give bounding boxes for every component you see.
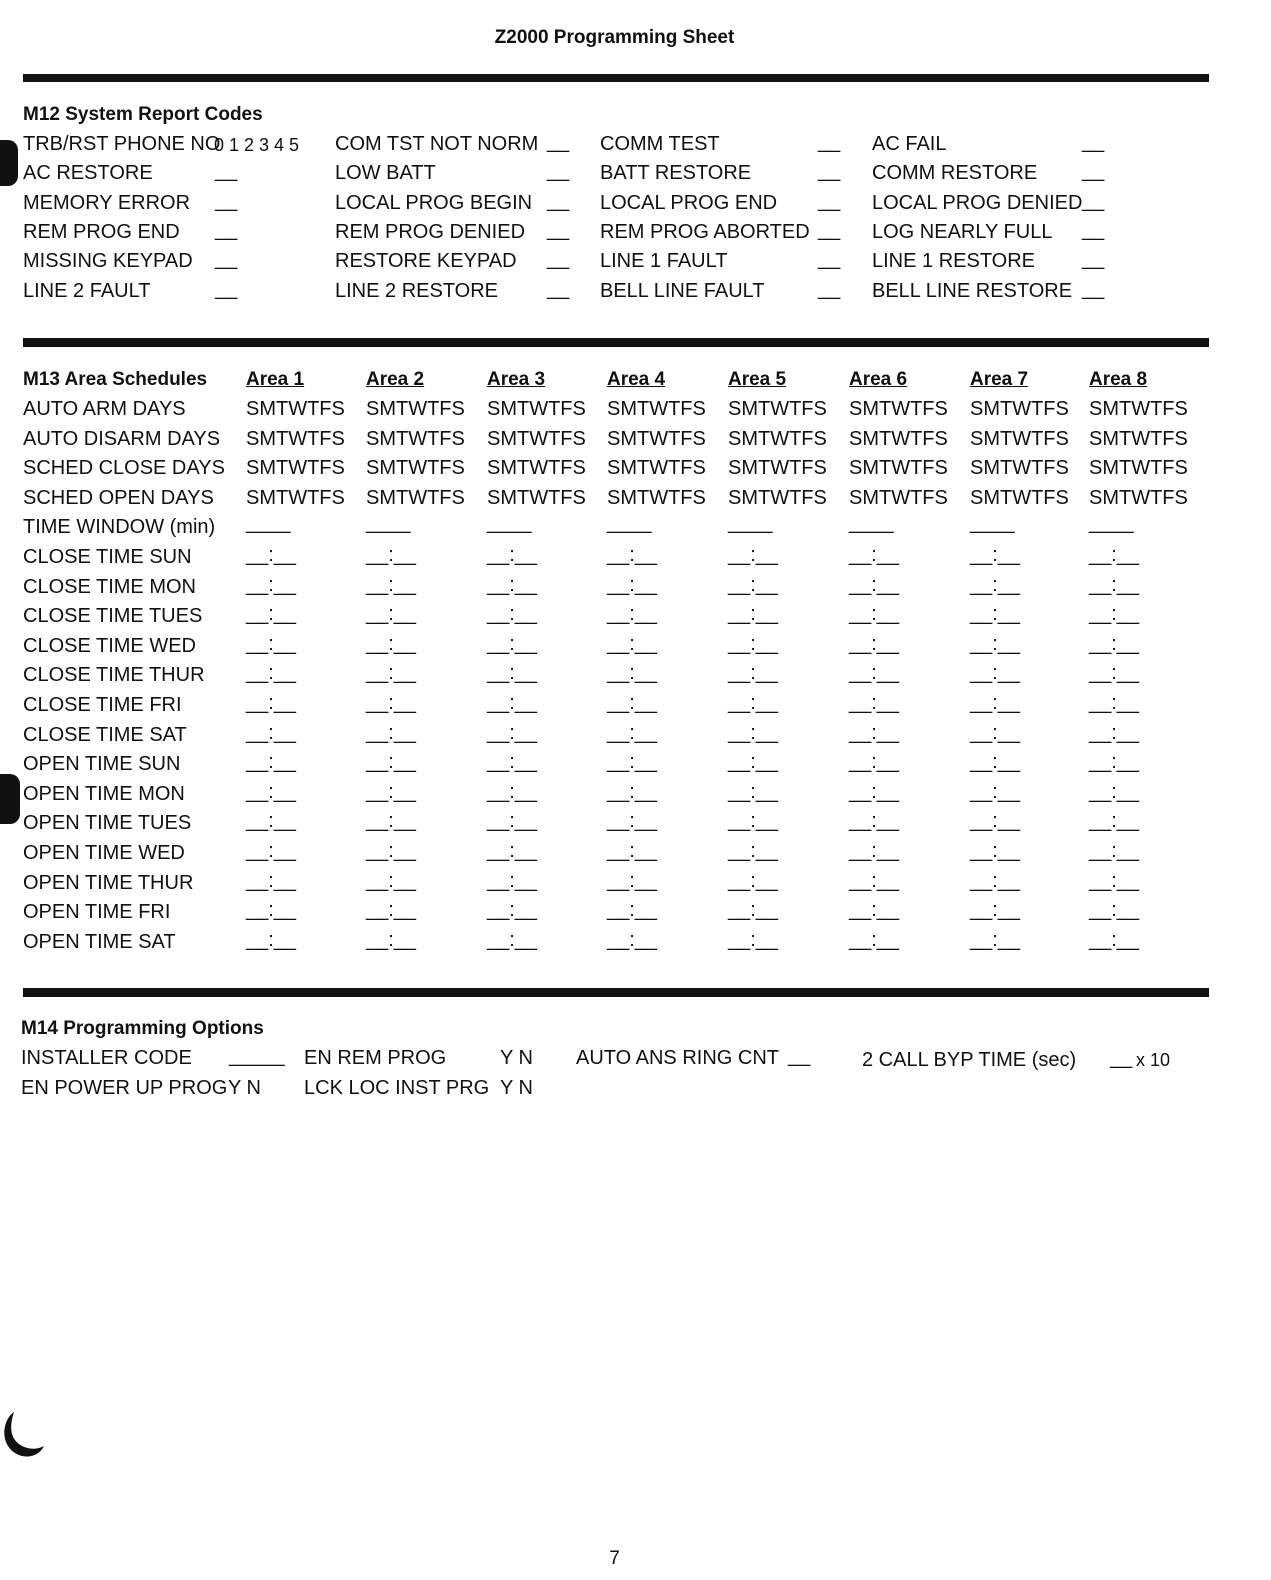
schedule-time-field[interactable]: __:__ (366, 544, 417, 566)
schedule-days-field[interactable]: SMTWTFS (366, 457, 465, 480)
schedule-days-field[interactable]: SMTWTFS (607, 457, 706, 480)
schedule-time-field[interactable]: __:__ (366, 869, 417, 892)
schedule-time-field[interactable]: __:__ (1089, 632, 1140, 655)
time-window-field[interactable]: ____ (246, 512, 291, 535)
schedule-time-field[interactable]: __:__ (487, 573, 538, 596)
schedule-time-field[interactable]: __:__ (1089, 692, 1140, 714)
schedule-time-label: CLOSE TIME FRI (23, 694, 182, 716)
schedule-time-field[interactable]: __:__ (246, 721, 297, 744)
schedule-time-field[interactable]: __:__ (1089, 928, 1140, 951)
schedule-time-field[interactable]: __:__ (1089, 662, 1140, 685)
report-code-field[interactable]: __ (547, 278, 570, 300)
report-code-field[interactable]: __ (1082, 278, 1105, 300)
schedule-row-label: AUTO ARM DAYS (23, 398, 186, 420)
schedule-time-label: OPEN TIME TUES (23, 812, 192, 835)
report-code-label: LOCAL PROG DENIED (872, 192, 1083, 214)
en-power-up-yn[interactable]: Y N (228, 1077, 261, 1099)
installer-code-label: INSTALLER CODE (21, 1047, 192, 1069)
page-title: Z2000 Programming Sheet (494, 27, 735, 48)
schedule-time-field[interactable]: __:__ (849, 928, 900, 951)
schedule-days-field[interactable]: SMTWTFS (849, 427, 948, 450)
schedule-time-field[interactable]: __:__ (607, 692, 658, 714)
schedule-time-label: OPEN TIME THUR (23, 871, 194, 894)
schedule-time-field[interactable]: __:__ (970, 928, 1021, 951)
schedule-row-label: AUTO DISARM DAYS (23, 427, 221, 450)
schedule-time-field[interactable]: __:__ (366, 899, 417, 922)
schedule-time-field[interactable]: __:__ (1089, 810, 1140, 833)
schedule-time-field[interactable]: __:__ (607, 869, 658, 892)
schedule-time-field[interactable]: __:__ (728, 928, 779, 951)
schedule-time-field[interactable]: __:__ (487, 810, 538, 833)
schedule-time-field[interactable]: __:__ (366, 692, 417, 714)
schedule-time-field[interactable]: __:__ (728, 721, 779, 744)
schedule-time-field[interactable]: __:__ (607, 928, 658, 951)
time-window-field[interactable]: ____ (366, 512, 411, 535)
schedule-time-field[interactable]: __:__ (246, 840, 297, 862)
report-code-label: BATT RESTORE (600, 162, 752, 184)
schedule-days-field[interactable]: SMTWTFS (487, 486, 586, 509)
schedule-days-field[interactable]: SMTWTFS (246, 398, 345, 420)
schedule-days-field[interactable]: SMTWTFS (366, 486, 465, 509)
schedule-time-field[interactable]: __:__ (366, 632, 417, 655)
schedule-time-field[interactable]: __:__ (970, 780, 1021, 803)
installer-code-field[interactable]: _____ (229, 1045, 285, 1067)
schedule-time-field[interactable]: __:__ (487, 632, 538, 655)
call-byp-label: 2 CALL BYP TIME (sec) (862, 1049, 1077, 1071)
en-rem-prog-yn[interactable]: Y N (500, 1047, 533, 1069)
schedule-time-field[interactable]: __:__ (1089, 721, 1140, 744)
report-code-field[interactable]: __ (1082, 219, 1105, 241)
m14-heading: M14 Programming Options (21, 1018, 264, 1039)
schedule-days-field[interactable]: SMTWTFS (970, 427, 1069, 450)
schedule-time-field[interactable]: __:__ (970, 810, 1021, 833)
report-code-field[interactable]: __ (1082, 160, 1105, 182)
schedule-time-label: OPEN TIME WED (23, 842, 185, 864)
schedule-time-field[interactable]: __:__ (849, 810, 900, 833)
schedule-time-field[interactable]: __:__ (849, 603, 900, 626)
schedule-time-field[interactable]: __:__ (849, 662, 900, 685)
schedule-time-field[interactable]: __:__ (1089, 751, 1140, 774)
schedule-time-field[interactable]: __:__ (728, 603, 779, 626)
report-code-field[interactable]: __ (215, 190, 238, 212)
schedule-time-field[interactable]: __:__ (970, 751, 1021, 774)
time-window-field[interactable]: ____ (607, 512, 652, 535)
area-column-header: Area 5 (728, 369, 787, 390)
schedule-time-field[interactable]: __:__ (728, 840, 779, 862)
schedule-time-field[interactable]: __:__ (970, 544, 1021, 566)
schedule-time-field[interactable]: __:__ (607, 840, 658, 862)
schedule-days-field[interactable]: SMTWTFS (849, 486, 948, 509)
area-column-header: Area 3 (487, 369, 546, 390)
schedule-time-field[interactable]: __:__ (728, 632, 779, 655)
schedule-time-field[interactable]: __:__ (487, 869, 538, 892)
schedule-time-field[interactable]: __:__ (607, 780, 658, 803)
page-number: 7 (609, 1548, 620, 1569)
time-window-field[interactable]: ____ (849, 512, 894, 535)
report-code-label: RESTORE KEYPAD (335, 250, 517, 272)
schedule-time-field[interactable]: __:__ (366, 751, 417, 774)
schedule-time-field[interactable]: __:__ (728, 544, 779, 566)
schedule-time-label: OPEN TIME SAT (23, 930, 176, 953)
schedule-time-field[interactable]: __:__ (849, 840, 900, 862)
schedule-time-field[interactable]: __:__ (728, 780, 779, 803)
area-column-header: Area 4 (607, 369, 666, 390)
schedule-time-field[interactable]: __:__ (970, 662, 1021, 685)
report-code-field[interactable]: __ (818, 131, 841, 153)
schedule-time-field[interactable]: __:__ (607, 632, 658, 655)
schedule-time-field[interactable]: __:__ (1089, 603, 1140, 626)
schedule-days-field[interactable]: SMTWTFS (607, 398, 706, 420)
m12-heading: M12 System Report Codes (23, 104, 263, 125)
section-divider (23, 338, 1209, 347)
schedule-days-field[interactable]: SMTWTFS (607, 486, 706, 509)
schedule-time-field[interactable]: __:__ (1089, 840, 1140, 862)
report-code-label: LINE 2 RESTORE (335, 280, 499, 302)
area-column-header: Area 1 (246, 369, 305, 390)
report-code-label: LOG NEARLY FULL (872, 221, 1053, 243)
report-code-field[interactable]: __ (215, 219, 238, 241)
schedule-time-field[interactable]: __:__ (849, 751, 900, 774)
report-code-label: AC FAIL (872, 133, 947, 155)
report-code-label: COMM TEST (600, 133, 720, 155)
schedule-days-field[interactable]: SMTWTFS (849, 457, 948, 480)
schedule-time-field[interactable]: __:__ (366, 840, 417, 862)
report-code-label: LOCAL PROG END (600, 192, 778, 214)
report-code-field[interactable]: __ (1082, 131, 1105, 153)
schedule-time-field[interactable]: __:__ (849, 632, 900, 655)
schedule-time-field[interactable]: __:__ (246, 780, 297, 803)
report-code-label: COM TST NOT NORM (335, 133, 539, 155)
time-window-label: TIME WINDOW (min) (23, 516, 216, 539)
schedule-time-field[interactable]: __:__ (607, 751, 658, 774)
area-column-header: Area 7 (970, 369, 1029, 390)
report-code-field[interactable]: __ (215, 248, 238, 270)
schedule-days-field[interactable]: SMTWTFS (487, 398, 586, 420)
report-code-label: BELL LINE FAULT (600, 280, 765, 302)
report-code-label: LINE 1 RESTORE (872, 250, 1036, 272)
schedule-time-field[interactable]: __:__ (607, 721, 658, 744)
schedule-days-field[interactable]: SMTWTFS (728, 457, 827, 480)
report-code-field[interactable]: __ (547, 219, 570, 241)
schedule-days-field[interactable]: SMTWTFS (366, 398, 465, 420)
report-code-field[interactable]: __ (818, 160, 841, 182)
schedule-time-field[interactable]: __:__ (970, 899, 1021, 922)
schedule-time-field[interactable]: __:__ (728, 810, 779, 833)
schedule-time-field[interactable]: __:__ (728, 899, 779, 922)
schedule-days-field[interactable]: SMTWTFS (849, 398, 948, 420)
phone-number-digits[interactable]: 0 1 2 3 4 5 (214, 135, 300, 155)
time-window-field[interactable]: ____ (728, 512, 773, 535)
schedule-days-field[interactable]: SMTWTFS (1089, 427, 1188, 450)
schedule-days-field[interactable]: SMTWTFS (1089, 486, 1188, 509)
report-code-field[interactable]: __ (215, 278, 238, 300)
schedule-time-label: CLOSE TIME SAT (23, 723, 187, 746)
schedule-time-field[interactable]: __:__ (728, 662, 779, 685)
schedule-time-field[interactable]: __:__ (970, 573, 1021, 596)
schedule-time-field[interactable]: __:__ (607, 810, 658, 833)
report-code-label: REM PROG END (23, 221, 180, 243)
schedule-time-field[interactable]: __:__ (366, 810, 417, 833)
en-rem-prog-label: EN REM PROG (304, 1047, 447, 1069)
schedule-time-field[interactable]: __:__ (970, 692, 1021, 714)
schedule-time-field[interactable]: __:__ (366, 603, 417, 626)
schedule-days-field[interactable]: SMTWTFS (487, 427, 586, 450)
schedule-time-label: OPEN TIME FRI (23, 901, 171, 924)
auto-ans-field[interactable]: __ (788, 1045, 811, 1067)
time-window-field[interactable]: ____ (1089, 512, 1134, 535)
schedule-time-field[interactable]: __:__ (607, 544, 658, 566)
schedule-time-field[interactable]: __:__ (1089, 869, 1140, 892)
schedule-time-field[interactable]: __:__ (728, 869, 779, 892)
area-column-header: Area 6 (849, 369, 908, 390)
time-window-field[interactable]: ____ (487, 512, 532, 535)
schedule-time-field[interactable]: __:__ (487, 544, 538, 566)
schedule-days-field[interactable]: SMTWTFS (970, 398, 1069, 420)
schedule-time-field[interactable]: __:__ (607, 662, 658, 685)
schedule-time-label: CLOSE TIME SUN (23, 546, 192, 568)
schedule-days-field[interactable]: SMTWTFS (970, 457, 1069, 480)
schedule-time-field[interactable]: __:__ (487, 721, 538, 744)
schedule-time-field[interactable]: __:__ (1089, 573, 1140, 596)
schedule-days-field[interactable]: SMTWTFS (366, 427, 465, 450)
schedule-time-field[interactable]: __:__ (607, 603, 658, 626)
schedule-time-field[interactable]: __:__ (366, 928, 417, 951)
schedule-time-field[interactable]: __:__ (366, 780, 417, 803)
report-code-label: AC RESTORE (23, 162, 153, 184)
schedule-time-field[interactable]: __:__ (607, 899, 658, 922)
schedule-time-label: OPEN TIME SUN (23, 753, 181, 776)
schedule-time-field[interactable]: __:__ (970, 603, 1021, 626)
schedule-time-field[interactable]: __:__ (849, 899, 900, 922)
schedule-time-field[interactable]: __:__ (246, 751, 297, 774)
schedule-time-label: CLOSE TIME TUES (23, 605, 203, 628)
schedule-time-field[interactable]: __:__ (849, 573, 900, 596)
report-code-label: REM PROG ABORTED (600, 221, 810, 243)
schedule-time-field[interactable]: __:__ (970, 632, 1021, 655)
report-code-label: LINE 2 FAULT (23, 280, 151, 302)
schedule-time-field[interactable]: __:__ (970, 869, 1021, 892)
schedule-days-field[interactable]: SMTWTFS (728, 427, 827, 450)
schedule-time-field[interactable]: __:__ (849, 869, 900, 892)
schedule-time-field[interactable]: __:__ (246, 928, 297, 951)
report-code-field[interactable]: __ (818, 278, 841, 300)
schedule-days-field[interactable]: SMTWTFS (1089, 457, 1188, 480)
schedule-time-field[interactable]: __:__ (487, 751, 538, 774)
schedule-row-label: SCHED CLOSE DAYS (23, 457, 225, 480)
report-code-field[interactable]: __ (818, 248, 841, 270)
area-column-header: Area 8 (1089, 369, 1148, 390)
phone-number-label: TRB/RST PHONE NO (23, 133, 221, 155)
section-divider (23, 988, 1209, 997)
schedule-time-field[interactable]: __:__ (246, 544, 297, 566)
report-code-label: REM PROG DENIED (335, 221, 526, 243)
schedule-time-field[interactable]: __:__ (849, 721, 900, 744)
schedule-time-field[interactable]: __:__ (487, 662, 538, 685)
schedule-time-field[interactable]: __:__ (1089, 780, 1140, 803)
schedule-time-field[interactable]: __:__ (849, 544, 900, 566)
schedule-time-field[interactable]: __:__ (487, 780, 538, 803)
x10-multiplier: x 10 (1136, 1050, 1171, 1070)
schedule-time-field[interactable]: __:__ (246, 632, 297, 655)
schedule-days-field[interactable]: SMTWTFS (607, 427, 706, 450)
en-power-up-label: EN POWER UP PROG (21, 1077, 228, 1099)
report-code-label: COMM RESTORE (872, 162, 1038, 184)
schedule-days-field[interactable]: SMTWTFS (728, 398, 827, 420)
schedule-time-field[interactable]: __:__ (728, 751, 779, 774)
schedule-time-label: CLOSE TIME WED (23, 634, 196, 657)
schedule-time-field[interactable]: __:__ (728, 692, 779, 714)
schedule-days-field[interactable]: SMTWTFS (246, 486, 345, 509)
schedule-time-field[interactable]: __:__ (487, 899, 538, 922)
schedule-time-field[interactable]: __:__ (246, 869, 297, 892)
schedule-time-field[interactable]: __:__ (728, 573, 779, 596)
report-code-label: MISSING KEYPAD (23, 250, 193, 272)
report-code-field[interactable]: __ (818, 190, 841, 212)
schedule-time-field[interactable]: __:__ (366, 721, 417, 744)
report-code-field[interactable]: __ (215, 160, 238, 182)
schedule-time-field[interactable]: __:__ (970, 721, 1021, 744)
binder-hole-mark (0, 1410, 44, 1458)
binder-hole-mark (0, 140, 18, 186)
section-divider (23, 74, 1209, 82)
schedule-time-label: CLOSE TIME MON (23, 575, 196, 598)
m13-heading: M13 Area Schedules (23, 369, 208, 390)
schedule-time-field[interactable]: __:__ (246, 810, 297, 833)
schedule-time-field[interactable]: __:__ (487, 692, 538, 714)
schedule-time-field[interactable]: __:__ (246, 692, 297, 714)
report-code-field[interactable]: __ (818, 219, 841, 241)
schedule-time-field[interactable]: __:__ (246, 662, 297, 685)
report-code-label: MEMORY ERROR (23, 192, 191, 214)
auto-ans-label: AUTO ANS RING CNT (576, 1047, 779, 1069)
schedule-time-label: CLOSE TIME THUR (23, 664, 205, 687)
schedule-time-field[interactable]: __:__ (366, 573, 417, 596)
report-code-field[interactable]: __ (1082, 248, 1105, 270)
report-code-field[interactable]: __ (1082, 190, 1105, 212)
schedule-time-field[interactable]: __:__ (849, 780, 900, 803)
schedule-time-field[interactable]: __:__ (246, 573, 297, 596)
time-window-field[interactable]: ____ (970, 512, 1015, 535)
schedule-days-field[interactable]: SMTWTFS (246, 427, 345, 450)
schedule-days-field[interactable]: SMTWTFS (728, 486, 827, 509)
lck-loc-yn[interactable]: Y N (500, 1077, 533, 1099)
report-code-field[interactable]: __ (547, 248, 570, 270)
report-code-field[interactable]: __ (547, 190, 570, 212)
call-byp-field[interactable]: __ (1110, 1047, 1133, 1069)
schedule-time-field[interactable]: __:__ (849, 692, 900, 714)
schedule-time-field[interactable]: __:__ (246, 603, 297, 626)
area-column-header: Area 2 (366, 369, 425, 390)
schedule-time-field[interactable]: __:__ (487, 603, 538, 626)
report-code-label: LOW BATT (335, 162, 436, 184)
report-code-label: LOCAL PROG BEGIN (335, 192, 533, 214)
schedule-time-field[interactable]: __:__ (1089, 899, 1140, 922)
schedule-row-label: SCHED OPEN DAYS (23, 486, 214, 509)
lck-loc-label: LCK LOC INST PRG (304, 1077, 490, 1099)
binder-hole-mark (0, 774, 20, 824)
schedule-time-field[interactable]: __:__ (607, 573, 658, 596)
schedule-days-field[interactable]: SMTWTFS (246, 457, 345, 480)
schedule-days-field[interactable]: SMTWTFS (1089, 398, 1188, 420)
schedule-time-label: OPEN TIME MON (23, 782, 185, 805)
schedule-time-field[interactable]: __:__ (246, 899, 297, 922)
schedule-time-field[interactable]: __:__ (487, 928, 538, 951)
schedule-days-field[interactable]: SMTWTFS (487, 457, 586, 480)
schedule-time-field[interactable]: __:__ (366, 662, 417, 685)
schedule-days-field[interactable]: SMTWTFS (970, 486, 1069, 509)
report-code-field[interactable]: __ (547, 131, 570, 153)
schedule-time-field[interactable]: __:__ (487, 840, 538, 862)
report-code-label: LINE 1 FAULT (600, 250, 728, 272)
schedule-time-field[interactable]: __:__ (1089, 544, 1140, 566)
report-code-field[interactable]: __ (547, 160, 570, 182)
report-code-label: BELL LINE RESTORE (872, 280, 1073, 302)
schedule-time-field[interactable]: __:__ (970, 840, 1021, 862)
